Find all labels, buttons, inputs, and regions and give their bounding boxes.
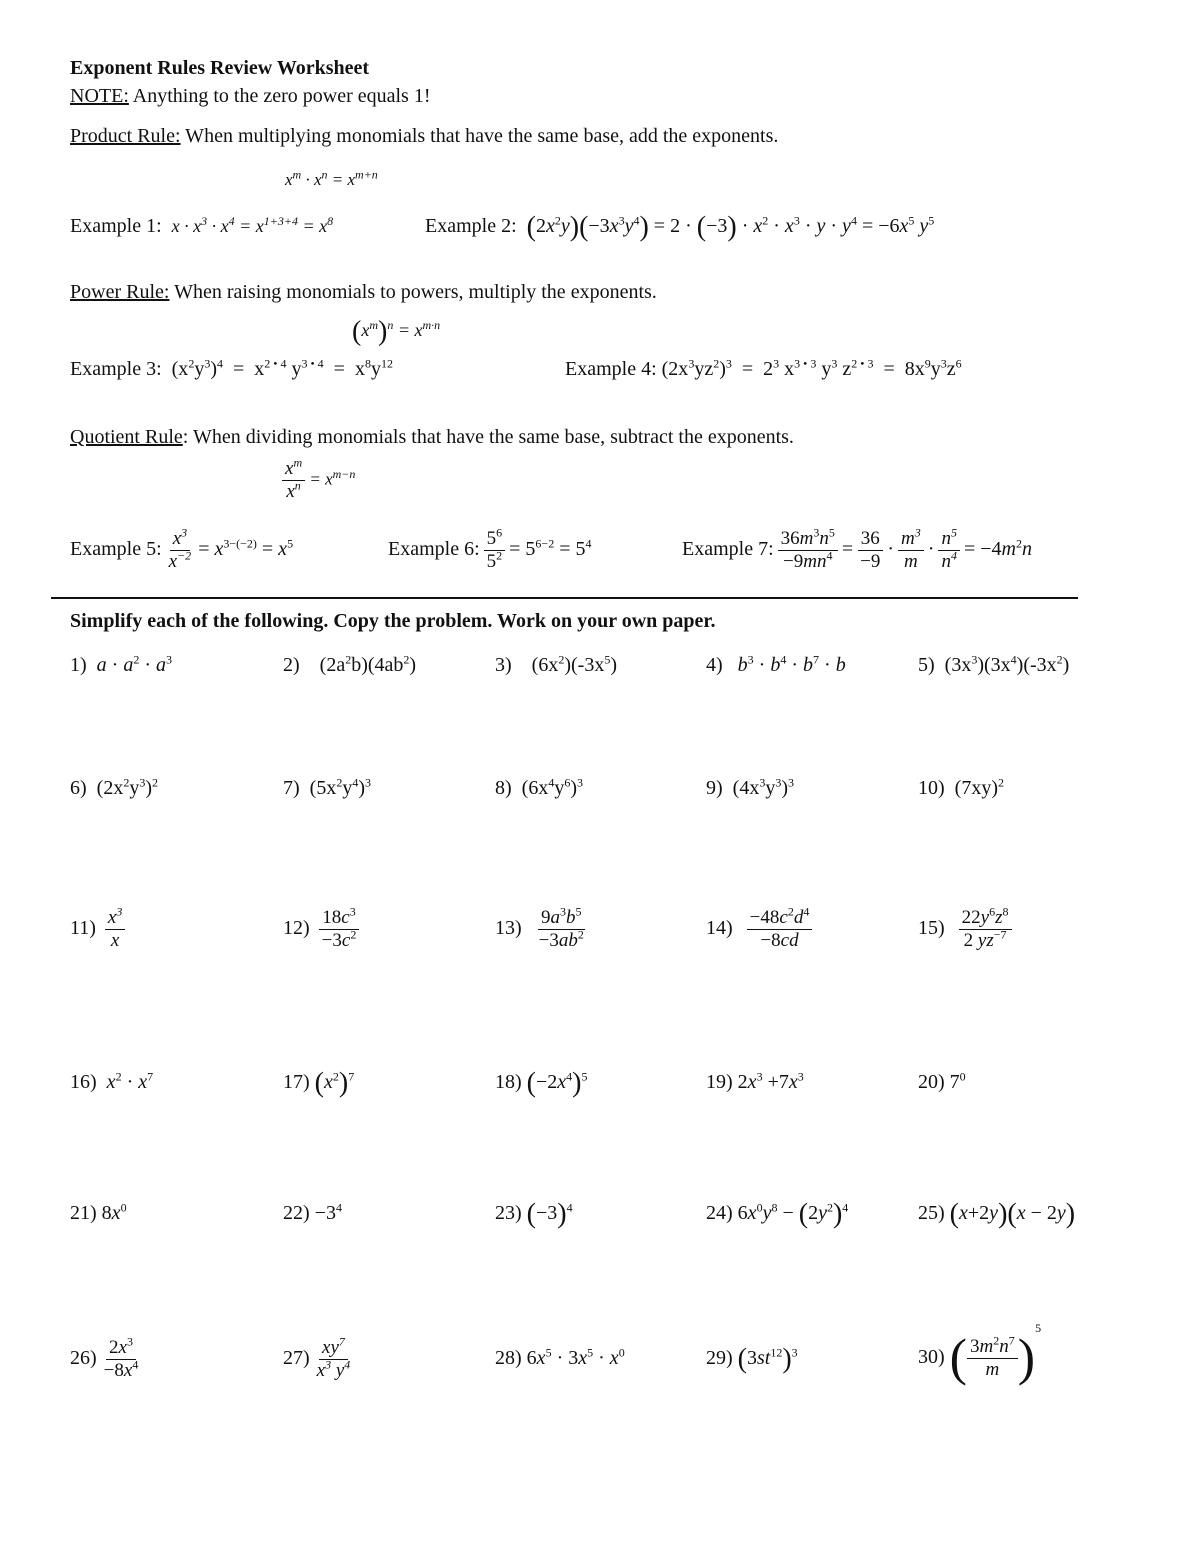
problem-11: 11) $\frac{x^3}{x}$ [70,900,129,956]
problem-13: 13) $\frac{9a^3b^5}{-3ab^2}$ [495,904,584,951]
power-rule-formula: $(x^m)^n = x^{m\cdot n}$ [352,315,441,347]
example-1-label: Example 1: [70,215,162,237]
example-6: Example 6: $\frac{5^6}{5^2}$ = $5^{6-2} = 5^4$ [388,525,592,572]
quotient-rule-line [70,425,794,449]
problem-7: 7) $(5x^2y^4)^3$ [283,775,372,799]
problem-18: 18) $(-2x^4)^5$ [495,1067,588,1099]
problem-20: 20) $7^0$ [918,1069,966,1093]
problem-2: 2) $(2a^2b)(4ab^2)$ [283,652,417,676]
problem-6: 6) $(2x^2y^3)^2$ [70,775,159,799]
product-rule-formula: $x^m \cdot x^n = x^{m+n}$ [285,167,378,189]
section-divider [51,597,1078,599]
product-rule-label: Product Rule: [70,125,181,147]
problem-1: 1) $a \cdot a^2 \cdot a^3$ [70,652,173,676]
problem-19: 19) $2x^3 +7x^3$ [706,1069,804,1093]
example-4-label: Example 4: [565,358,657,380]
problem-15: 15) $\frac{22y^6z^8}{2 yz^{-7}}$ [918,900,1016,956]
problem-16: 16) $x^2 \cdot x^7$ [70,1069,154,1093]
quotient-rule-label: Quotient Rule [70,426,183,448]
problem-29: 29) $(3st^{12})^3$ [706,1343,798,1375]
problem-12: 12) $\frac{18c^3}{-3c^2}$ [283,900,363,956]
problem-3: 3) $(6x^2)(-3x^5)$ [495,652,617,676]
power-rule-label: Power Rule: [70,281,170,303]
note-label: NOTE: [70,85,129,107]
note-text: Anything to the zero power equals 1! [128,85,431,107]
example-3-label: Example 3: [70,358,162,380]
problem-14: 14) $\frac{-48c^2d^4}{-8cd}$ [706,900,816,956]
problem-21: 21) $8x^0$ [70,1200,127,1224]
problem-26: 26) $\frac{2x^3}{-8x^4}$ [70,1334,139,1381]
example-7: Example 7: $\frac{36m^3n^5}{-9mn^4}$ = $\frac{36}{-9}$ · $\frac{m^3}{m}$ · $\frac{n^5}{n^4}$ = $-4m^2n$ [682,525,1032,572]
problem-10: 10) $(7xy)^2$ [918,775,1004,799]
problem-30: 30) ( $\frac{3m^2n^7}{m}$ )$^5$ [918,1321,1042,1387]
example-2: Example 2: $(2x^2y)(-3x^3y^4) = 2 \cdot (-3) \cdot x^2 \cdot x^3 \cdot y \cdot y^4 = -6x^5$ $y^5$ [425,211,935,243]
example-5: Example 5: $\frac{x^3}{x^{-2}}$ = $x^{3-(-2)} = x^5$ [70,525,294,572]
problem-24: 24) $6x^0y^8 - (2y^2)^4$ [706,1198,849,1230]
example-3: Example 3: $(x^2y^3)^4 = x^{2 • 4}$ $y^{3 • 4} = x^8y^{12}$ [70,356,393,380]
example-1: Example 1: $x \cdot x^3 \cdot x^4 = x^{1+3+4} = x^8$ [70,214,334,237]
example-7-label: Example 7: [682,538,774,560]
problem-28: 28) $6x^5 \cdot 3x^5 \cdot x^0$ [495,1345,625,1369]
example-6-label: Example 6: [388,538,480,560]
power-rule-text: When raising monomials to powers, multiply the exponents. [169,281,657,303]
example-5-label: Example 5: [70,538,162,560]
note-line [70,84,430,108]
quotient-rule-formula: $\frac{x^m}{x^n}$ = $x^{m-n}$ [282,458,355,503]
instructions: Simplify each of the following. Copy the problem. Work on your own paper. [70,610,716,632]
problem-5: 5) $(3x^3)(3x^4)(-3x^2)$ [918,652,1070,676]
problem-17: 17) $(x^2)^7$ [283,1067,355,1099]
power-rule-line [70,280,657,304]
problem-22: $22) -3^4$ [283,1200,342,1224]
problem-9: 9) $(4x^3y^3)^3$ [706,775,795,799]
page-title: Exponent Rules Review Worksheet [70,57,370,79]
product-rule-text: When multiplying monomials that have the same base, add the exponents. [180,125,779,147]
problem-27: 27) $\frac{xy^7}{x^3 y^4}$ [283,1334,351,1381]
problem-4: 4) $b^3 \cdot b^4 \cdot b^7 \cdot b$ [706,652,846,676]
problem-8: 8) $(6x^4y^6)^3$ [495,775,584,799]
example-4: Example 4: $(2x^3yz^2)^3 = 2^3$ $x^{3 • 3}$ $y^3$ $z^{2 • 3} = 8x^9y^3z^6$ [565,356,962,380]
problem-23: 23) $(-3)^4$ [495,1198,573,1230]
product-rule-line [70,124,778,148]
problem-25: 25) (x+2y)(x − 2y) [918,1198,1076,1230]
example-2-label: Example 2: [425,215,517,237]
quotient-rule-text: : When dividing monomials that have the same base, subtract the exponents. [182,426,794,448]
